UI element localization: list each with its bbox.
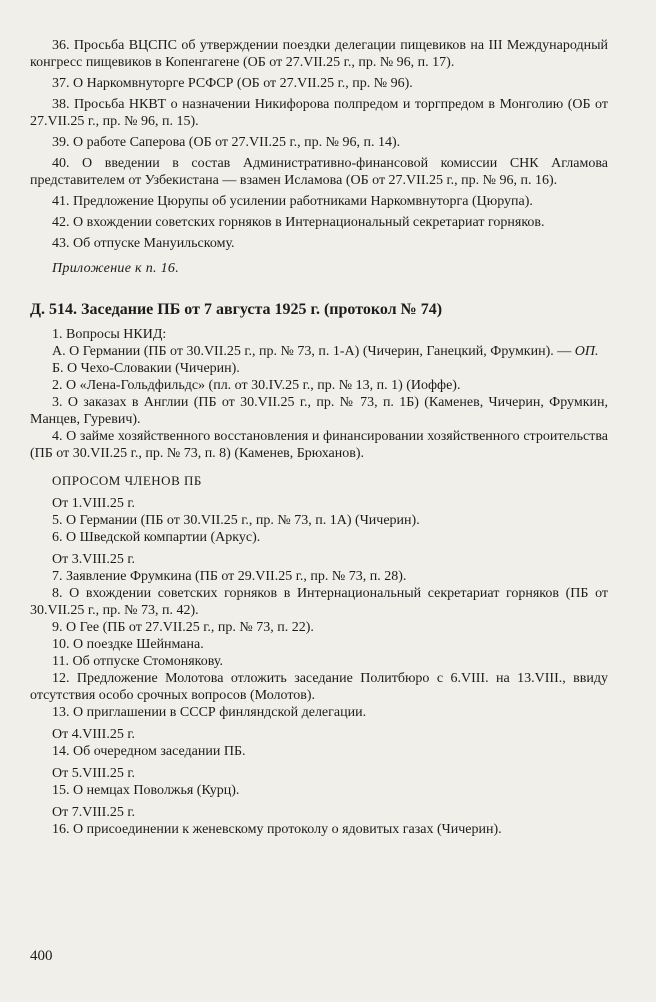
document-heading: Д. 514. Заседание ПБ от 7 августа 1925 г. (протокол № 74): [30, 301, 443, 318]
poll-group: [30, 804, 608, 838]
poll-item: 16. О присоединении к женевскому протоколу о ядовитых газах (Чичерин).: [52, 822, 502, 837]
poll-item: 5. О Германии (ПБ от 30.VII.25 г., пр. № 73, п. 1А) (Чичерин).: [52, 513, 420, 528]
poll-item: 12. Предложение Молотова отложить заседание Политбюро с 6.VIII. на 13.VIII., ввиду отсутствия особо срочных вопросов (Молотов).: [30, 671, 608, 703]
agenda-item: Б. О Чехо-Словакии (Чичерин).: [52, 361, 240, 376]
agenda-item: 4. О займе хозяйственного восстановления и финансировании хозяйственного строительства (ПБ от 30.VII.25 г., пр. № 73, п. 8) (Каменев, Брюханов).: [30, 429, 608, 461]
poll-item: 6. О Шведской компартии (Аркус).: [52, 530, 261, 545]
poll-group: [30, 495, 608, 546]
appendix-note: Приложение к п. 16.: [52, 261, 179, 276]
list-item: 39. О работе Саперова (ОБ от 27.VII.25 г., пр. № 96, п. 14).: [52, 135, 401, 150]
poll-title: ОПРОСОМ ЧЛЕНОВ ПБ: [52, 473, 202, 488]
list-item: 43. Об отпуске Мануильскому.: [52, 236, 235, 251]
poll-item: 8. О вхождении советских горняков в Интернациональный секретариат горняков (ПБ от 30.VII.25 г., пр. № 73, п. 42).: [30, 586, 608, 618]
list-item: 37. О Наркомвнуторге РСФСР (ОБ от 27.VII.25 г., пр. № 96).: [52, 76, 413, 91]
list-item: 36. Просьба ВЦСПС об утверждении поездки делегации пищевиков на III Международный конгресс пищевиков в Копенгагене (ОБ от 27.VII.25 г., пр. № 96, п. 17).: [30, 38, 608, 70]
list-item: 40. О введении в состав Административно-финансовой комиссии СНК Агламова представителем от Узбекистана — взамен Исламова (ОБ от 27.VII.25 г., пр. № 96, п. 16).: [30, 156, 608, 188]
poll-date: От 1.VIII.25 г.: [52, 496, 135, 511]
agenda-item: 2. О «Лена-Гольдфильдс» (пл. от 30.IV.25 г., пр. № 13, п. 1) (Иоффе).: [52, 378, 461, 393]
agenda-item-suffix: ОП.: [574, 344, 599, 359]
list-item: 38. Просьба НКВТ о назначении Никифорова полпредом и торгпредом в Монголию (ОБ от 27.VII.25 г., пр. № 96, п. 15).: [30, 97, 608, 129]
poll-item: 11. Об отпуске Стомонякову.: [52, 654, 223, 669]
page-number: 400: [30, 948, 53, 964]
poll-date: От 5.VIII.25 г.: [52, 766, 135, 781]
poll-item: 10. О поездке Шейнмана.: [52, 637, 204, 652]
poll-group: [30, 765, 608, 799]
agenda-item-text: А. О Германии (ПБ от 30.VII.25 г., пр. № 73, п. 1-А) (Чичерин, Ганецкий, Фрумкин). —: [52, 344, 572, 359]
poll-date: От 3.VIII.25 г.: [52, 552, 135, 567]
poll-date: От 4.VIII.25 г.: [52, 727, 135, 742]
poll-group: [30, 551, 608, 721]
poll-item: 7. Заявление Фрумкина (ПБ от 29.VII.25 г., пр. № 73, п. 28).: [52, 569, 407, 584]
agenda-item: [30, 343, 608, 360]
poll-group: [30, 726, 608, 760]
poll-item: 9. О Гее (ПБ от 27.VII.25 г., пр. № 73, п. 22).: [52, 620, 314, 635]
agenda: [30, 326, 608, 462]
page-content: [30, 37, 608, 838]
poll-item: 14. Об очередном заседании ПБ.: [52, 744, 246, 759]
previous-items-list: [30, 37, 608, 252]
poll-date: От 7.VIII.25 г.: [52, 805, 135, 820]
list-item: 41. Предложение Цюрупы об усилении работниками Наркомвнуторга (Цюрупа).: [52, 194, 533, 209]
poll-item: 13. О приглашении в СССР финляндской делегации.: [52, 705, 367, 720]
list-item: 42. О вхождении советских горняков в Интернациональный секретариат горняков.: [52, 215, 545, 230]
agenda-item: 3. О заказах в Англии (ПБ от 30.VII.25 г., пр. № 73, п. 1Б) (Каменев, Чичерин, Фрумкин, Манцев, Гуревич).: [30, 395, 608, 427]
agenda-item: 1. Вопросы НКИД:: [52, 327, 167, 342]
poll-item: 15. О немцах Поволжья (Курц).: [52, 783, 240, 798]
